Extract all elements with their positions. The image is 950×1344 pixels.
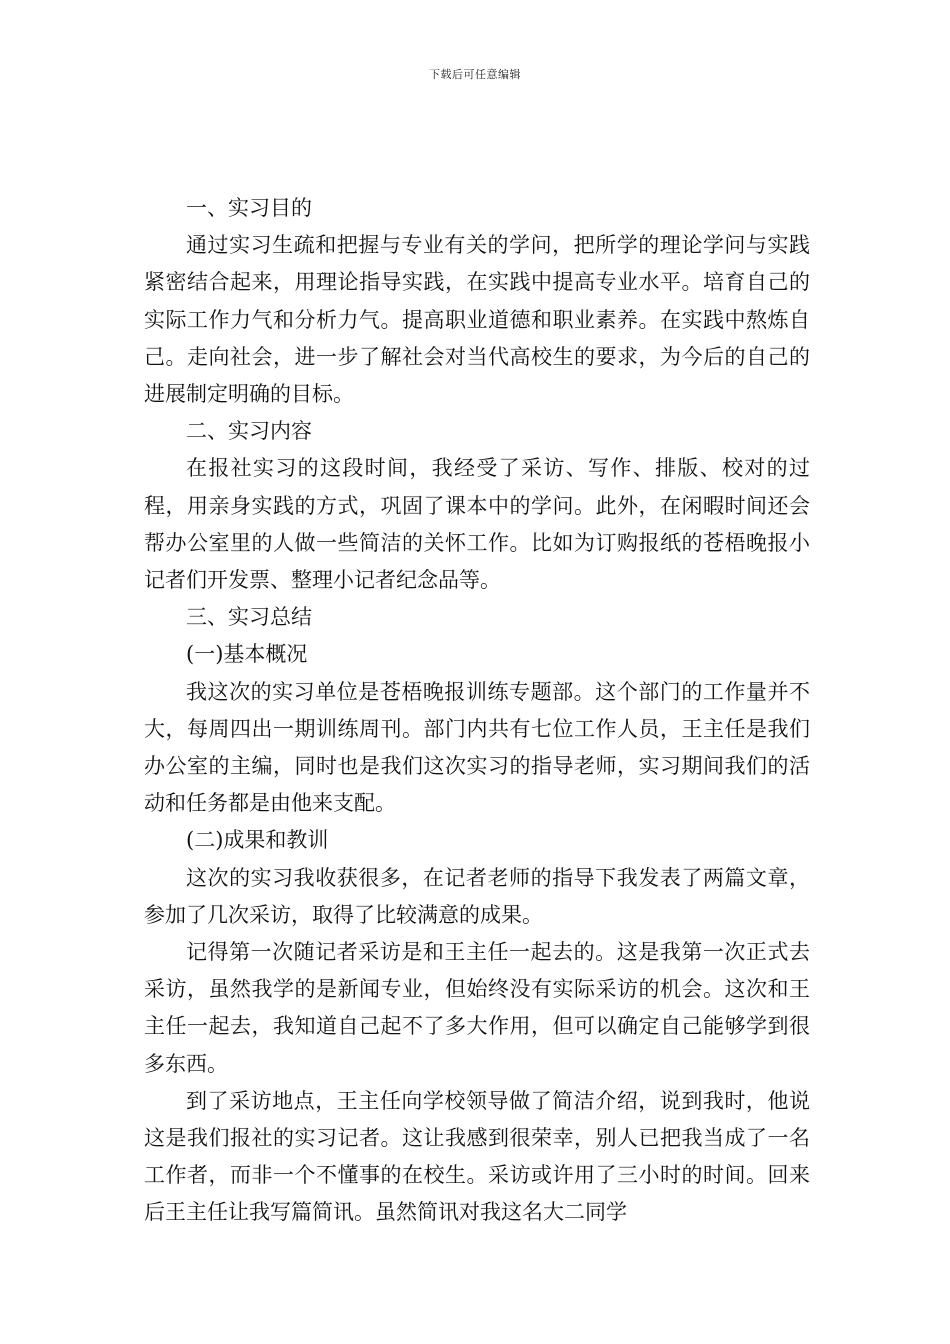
subheading-results: (二)成果和教训 [186, 828, 329, 853]
header-note: 下载后可任意编辑 [429, 68, 521, 81]
paragraph-purpose: 通过实习生疏和把握与专业有关的学问，把所学的理论学问与实践紧密结合起来，用理论指导实践，在实践中提高专业水平。培育自己的实际工作力气和分析力气。提高职业道德和职业素养。在实践中熬炼自己。走向社会，进一步了解社会对当代高校生的要求，为今后的自己的进展制定明确的目标。 [144, 233, 810, 407]
paragraph-interview-site: 到了采访地点，王主任向学校领导做了简洁介绍，说到我时，他说这是我们报社的实习记者。这让我感到很荣幸，别人已把我当成了一名工作者，而非一个不懂事的在校生。采访或许用了三小时的时间。回来后王主任让我写篇简讯。虽然简讯对我这名大二同学 [144, 1088, 810, 1225]
paragraph-content: 在报社实习的这段时间，我经受了采访、写作、排版、校对的过程，用亲身实践的方式，巩固了课本中的学问。此外，在闲暇时间还会帮办公室里的人做一些简洁的关怀工作。比如为订购报纸的苍梧晚报小记者们开发票、整理小记者纪念品等。 [144, 456, 810, 593]
section-heading-purpose: 一、实习目的 [186, 196, 312, 220]
document-body [144, 190, 810, 1232]
section-heading-summary: 三、实习总结 [186, 605, 312, 630]
subheading-overview: (一)基本概况 [186, 642, 308, 667]
paragraph-overview: 我这次的实习单位是苍梧晚报训练专题部。这个部门的工作量并不大，每周四出一期训练周刊。部门内共有七位工作人员，王主任是我们办公室的主编，同时也是我们这次实习的指导老师，实习期间我们的活动和任务都是由他来支配。 [144, 679, 810, 816]
paragraph-first-interview: 记得第一次随记者采访是和王主任一起去的。这是我第一次正式去采访，虽然我学的是新闻专业，但始终没有实际采访的机会。这次和王主任一起去，我知道自己起不了多大作用，但可以确定自己能够学到很多东西。 [144, 940, 810, 1076]
paragraph-results: 这次的实习我收获很多，在记者老师的指导下我发表了两篇文章，参加了几次采访，取得了比较满意的成果。 [144, 865, 810, 927]
section-heading-content: 二、实习内容 [186, 419, 312, 444]
